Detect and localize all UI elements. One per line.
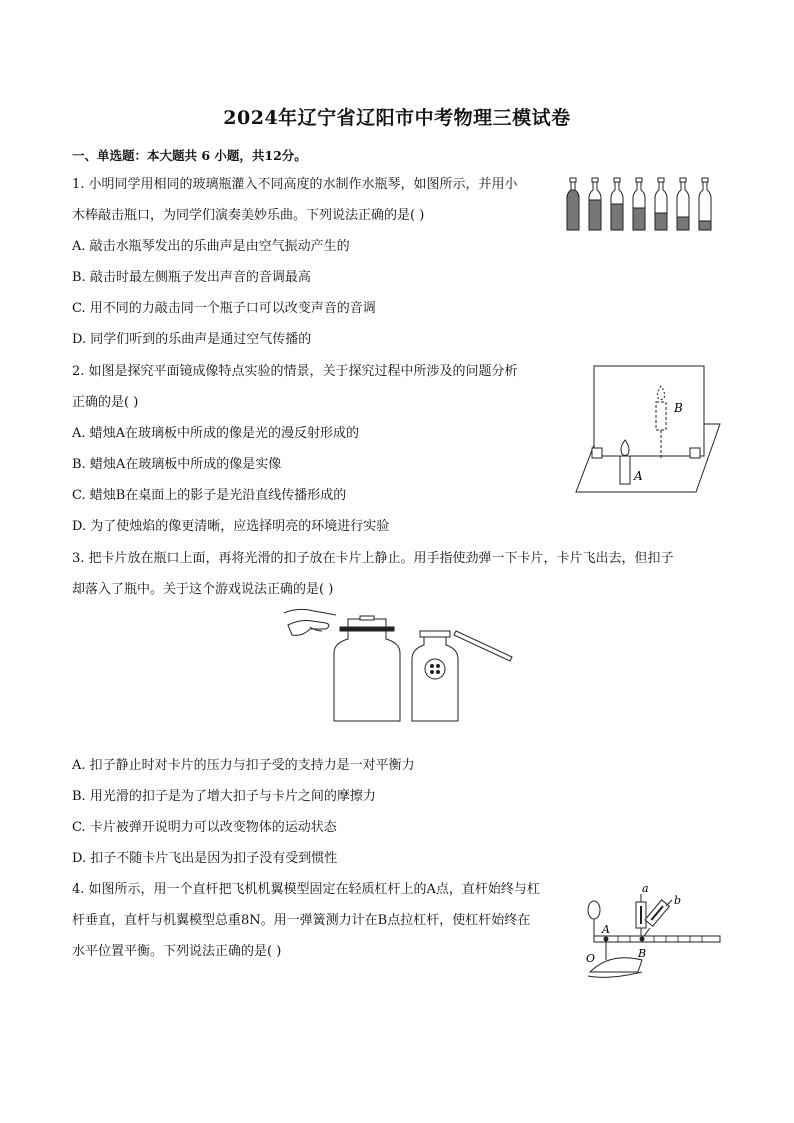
q1-stem-line2: 木棒敲击瓶口，为同学们演奏美妙乐曲。下列说法正确的是( ) [72,208,425,223]
q2-mirror-candle-figure [572,362,724,494]
q4-label-spring-b: b [674,894,682,907]
page-title: 2024年辽宁省辽阳市中考物理三模试卷 [223,107,571,129]
q2-option-a: A. 蜡烛A在玻璃板中所成的像是光的漫反射形成的 [72,426,360,441]
q3-stem-line1: 3. 把卡片放在瓶口上面，再将光滑的扣子放在卡片上静止。用手指使劲弹一下卡片，卡片飞出去，但扣子 [72,551,674,566]
q2-stem-line1: 2. 如图是探究平面镜成像特点实验的情景，关于探究过程中所涉及的问题分析 [72,364,518,379]
q1-water-bottles-figure [562,176,724,234]
q4-stem-line2: 杆垂直，直杆与机翼模型总重8N。用一弹簧测力计在B点拉杠杆，使杠杆始终在 [72,913,531,928]
q2-label-b: B [674,401,683,415]
q1-option-b: B. 敲击时最左侧瓶子发出声音的音调最高 [72,270,311,285]
q4-label-a: A [602,923,610,936]
q4-stem-line1: 4. 如图所示，用一个直杆把飞机机翼模型固定在轻质杠杆上的A点，直杆始终与杠 [72,882,540,897]
q2-option-c: C. 蜡烛B在桌面上的影子是光沿直线传播形成的 [72,488,347,503]
q3-card-button-bottle-figure [280,605,516,725]
q2-option-b: B. 蜡烛A在玻璃板中所成的像是实像 [72,457,282,472]
section-heading: 一、单选题：本大题共 6 小题，共12分。 [72,148,307,163]
q1-stem-line1: 1. 小明同学用相同的玻璃瓶灌入不同高度的水制作水瓶琴，如图所示，并用小 [72,177,518,192]
q3-option-d: D. 扣子不随卡片飞出是因为扣子没有受到惯性 [72,851,338,866]
q4-label-spring-a: a [642,882,649,895]
q3-option-b: B. 用光滑的扣子是为了增大扣子与卡片之间的摩擦力 [72,789,376,804]
q4-label-o: O [586,952,596,965]
q2-option-d: D. 为了使烛焰的像更清晰，应选择明亮的环境进行实验 [72,519,390,534]
q1-option-a: A. 敲击水瓶琴发出的乐曲声是由空气振动产生的 [72,239,350,254]
q3-option-c: C. 卡片被弹开说明力可以改变物体的运动状态 [72,820,337,835]
q4-lever-wing-figure [580,880,722,988]
q3-stem-line2: 却落入了瓶中。关于这个游戏说法正确的是( ) [72,582,334,597]
q3-option-a: A. 扣子静止时对卡片的压力与扣子受的支持力是一对平衡力 [72,758,415,773]
q4-label-b: B [638,947,647,960]
q1-option-c: C. 用不同的力敲击同一个瓶子口可以改变声音的音调 [72,301,376,316]
q2-label-a: A [634,469,643,483]
q2-stem-line2: 正确的是( ) [72,395,139,410]
q1-option-d: D. 同学们听到的乐曲声是通过空气传播的 [72,332,312,347]
q4-stem-line3: 水平位置平衡。下列说法正确的是( ) [72,944,282,959]
